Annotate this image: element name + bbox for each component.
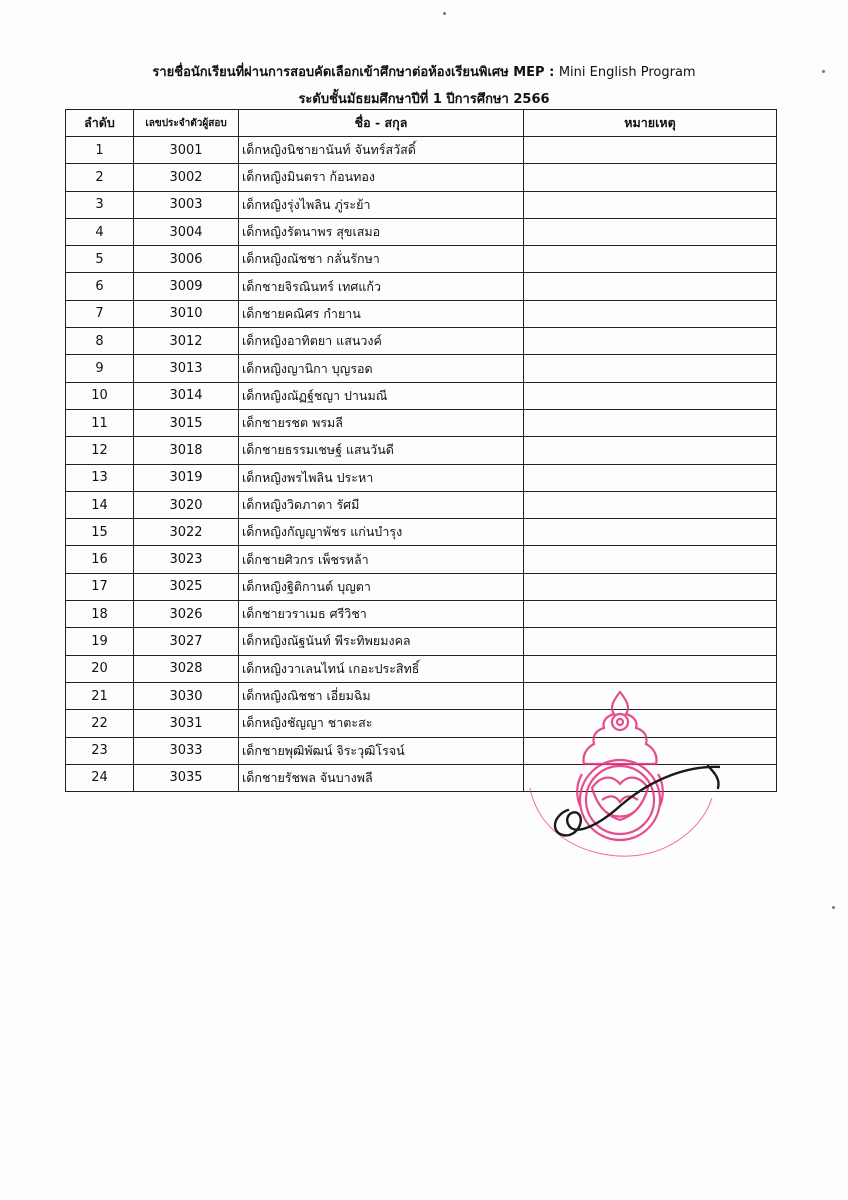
- student-name: เด็กหญิงอาทิตยา แสนวงค์: [239, 328, 524, 355]
- table-row: [66, 601, 777, 628]
- table-row: [66, 573, 777, 600]
- student-name: เด็กหญิงชัญญา ชาตะสะ: [239, 710, 524, 737]
- exam-id: 3004: [134, 218, 239, 245]
- student-name: เด็กหญิงณัฐนันท์ พีระทิพยมงคล: [239, 628, 524, 655]
- table-row: [66, 191, 777, 218]
- table-row: [66, 437, 777, 464]
- scan-speck: [443, 12, 446, 15]
- exam-id: 3033: [134, 737, 239, 764]
- remark-cell: [524, 328, 777, 355]
- student-name: เด็กชายศิวกร เพ็ชรหล้า: [239, 546, 524, 573]
- exam-id: 3012: [134, 328, 239, 355]
- header-name: ชื่อ - สกุล: [239, 110, 524, 137]
- seal-emblem: [577, 692, 663, 840]
- table-row: [66, 328, 777, 355]
- table-row: [66, 246, 777, 273]
- exam-id: 3026: [134, 601, 239, 628]
- remark-cell: [524, 655, 777, 682]
- exam-id: 3002: [134, 164, 239, 191]
- exam-id: 3028: [134, 655, 239, 682]
- row-number: 12: [66, 437, 134, 464]
- remark-cell: [524, 246, 777, 273]
- title-program: Mini English Program: [558, 65, 696, 80]
- remark-cell: [524, 546, 777, 573]
- student-name: เด็กชายพุฒิพัฒน์ จิระวุฒิโรจน์: [239, 737, 524, 764]
- student-name: เด็กชายรัชพล จันบางพลี: [239, 764, 524, 791]
- title-thai: รายชื่อนักเรียนที่ผ่านการสอบคัดเลือกเข้าศึกษาต่อห้องเรียนพิเศษ MEP :: [152, 65, 555, 80]
- row-number: 2: [66, 164, 134, 191]
- exam-id: 3009: [134, 273, 239, 300]
- remark-cell: [524, 300, 777, 327]
- exam-id: 3019: [134, 464, 239, 491]
- table-row: [66, 355, 777, 382]
- table-row: [66, 218, 777, 245]
- exam-id: 3035: [134, 764, 239, 791]
- row-number: 16: [66, 546, 134, 573]
- school-seal: [520, 688, 720, 868]
- student-name: เด็กหญิงวิดภาดา รัศมี: [239, 491, 524, 518]
- row-number: 5: [66, 246, 134, 273]
- row-number: 17: [66, 573, 134, 600]
- remark-cell: [524, 491, 777, 518]
- student-name: เด็กหญิงฐิติกานต์ บุญตา: [239, 573, 524, 600]
- student-name: เด็กหญิงญานิกา บุญรอด: [239, 355, 524, 382]
- row-number: 10: [66, 382, 134, 409]
- row-number: 4: [66, 218, 134, 245]
- header-code: เลขประจำตัวผู้สอบ: [134, 110, 239, 137]
- row-number: 11: [66, 409, 134, 436]
- row-number: 13: [66, 464, 134, 491]
- exam-id: 3020: [134, 491, 239, 518]
- row-number: 1: [66, 137, 134, 164]
- remark-cell: [524, 218, 777, 245]
- document-subtitle: ระดับชั้นมัธยมศึกษาปีที่ 1 ปีการศึกษา 2566: [298, 92, 550, 107]
- student-name: เด็กหญิงพรไพลิน ประหา: [239, 464, 524, 491]
- exam-id: 3006: [134, 246, 239, 273]
- remark-cell: [524, 464, 777, 491]
- table-row: [66, 273, 777, 300]
- remark-cell: [524, 437, 777, 464]
- exam-id: 3022: [134, 519, 239, 546]
- exam-id: 3027: [134, 628, 239, 655]
- exam-id: 3015: [134, 409, 239, 436]
- row-number: 14: [66, 491, 134, 518]
- header-remark: หมายเหตุ: [524, 110, 777, 137]
- row-number: 24: [66, 764, 134, 791]
- student-name: เด็กชายธรรมเชษฐ์ แสนวันดี: [239, 437, 524, 464]
- table-row: [66, 655, 777, 682]
- header-no: ลำดับ: [66, 110, 134, 137]
- exam-id: 3013: [134, 355, 239, 382]
- table-row: [66, 137, 777, 164]
- scan-speck: [822, 70, 825, 73]
- table-row: [66, 491, 777, 518]
- student-name: เด็กหญิงรุ่งไพลิน ภู่ระย้า: [239, 191, 524, 218]
- remark-cell: [524, 137, 777, 164]
- student-name: เด็กชายจิรณินทร์ เทศแก้ว: [239, 273, 524, 300]
- student-name: เด็กหญิงรัตนาพร สุขเสมอ: [239, 218, 524, 245]
- remark-cell: [524, 355, 777, 382]
- exam-id: 3031: [134, 710, 239, 737]
- exam-id: 3001: [134, 137, 239, 164]
- student-name: เด็กหญิงกัญญาพัชร แก่นบำรุง: [239, 519, 524, 546]
- exam-id: 3014: [134, 382, 239, 409]
- row-number: 7: [66, 300, 134, 327]
- row-number: 15: [66, 519, 134, 546]
- student-name: เด็กหญิงณัชชา กลั่นรักษา: [239, 246, 524, 273]
- seal-stamp-lines: [530, 788, 712, 856]
- student-name: เด็กหญิงนิชายานันท์ จันทร์สวัสดิ์: [239, 137, 524, 164]
- scan-speck: [832, 906, 835, 909]
- table-row: [66, 409, 777, 436]
- exam-id: 3030: [134, 682, 239, 709]
- remark-cell: [524, 409, 777, 436]
- table-row: [66, 300, 777, 327]
- student-name: เด็กหญิงมินตรา ก้อนทอง: [239, 164, 524, 191]
- row-number: 21: [66, 682, 134, 709]
- student-name: เด็กชายรชต พรมลี: [239, 409, 524, 436]
- exam-id: 3018: [134, 437, 239, 464]
- remark-cell: [524, 628, 777, 655]
- exam-id: 3003: [134, 191, 239, 218]
- remark-cell: [524, 601, 777, 628]
- student-name: เด็กหญิงณัฏฐ์ชญา ปานมณี: [239, 382, 524, 409]
- row-number: 20: [66, 655, 134, 682]
- exam-id: 3025: [134, 573, 239, 600]
- row-number: 3: [66, 191, 134, 218]
- remark-cell: [524, 191, 777, 218]
- row-number: 9: [66, 355, 134, 382]
- table-row: [66, 464, 777, 491]
- table-row: [66, 382, 777, 409]
- table-header-row: [66, 110, 777, 137]
- student-name: เด็กชายคณิศร กำยาน: [239, 300, 524, 327]
- exam-id: 3010: [134, 300, 239, 327]
- student-name: เด็กหญิงณิชชา เอี่ยมฉิม: [239, 682, 524, 709]
- table-row: [66, 519, 777, 546]
- remark-cell: [524, 519, 777, 546]
- student-name: เด็กหญิงวาเลนไทน์ เกอะประสิทธิ์: [239, 655, 524, 682]
- row-number: 8: [66, 328, 134, 355]
- exam-id: 3023: [134, 546, 239, 573]
- remark-cell: [524, 164, 777, 191]
- remark-cell: [524, 273, 777, 300]
- row-number: 23: [66, 737, 134, 764]
- row-number: 6: [66, 273, 134, 300]
- remark-cell: [524, 382, 777, 409]
- document-title: [0, 61, 848, 82]
- row-number: 18: [66, 601, 134, 628]
- row-number: 22: [66, 710, 134, 737]
- row-number: 19: [66, 628, 134, 655]
- table-row: [66, 628, 777, 655]
- table-row: [66, 164, 777, 191]
- student-name: เด็กชายวราเมธ ศรีวิชา: [239, 601, 524, 628]
- remark-cell: [524, 573, 777, 600]
- table-row: [66, 546, 777, 573]
